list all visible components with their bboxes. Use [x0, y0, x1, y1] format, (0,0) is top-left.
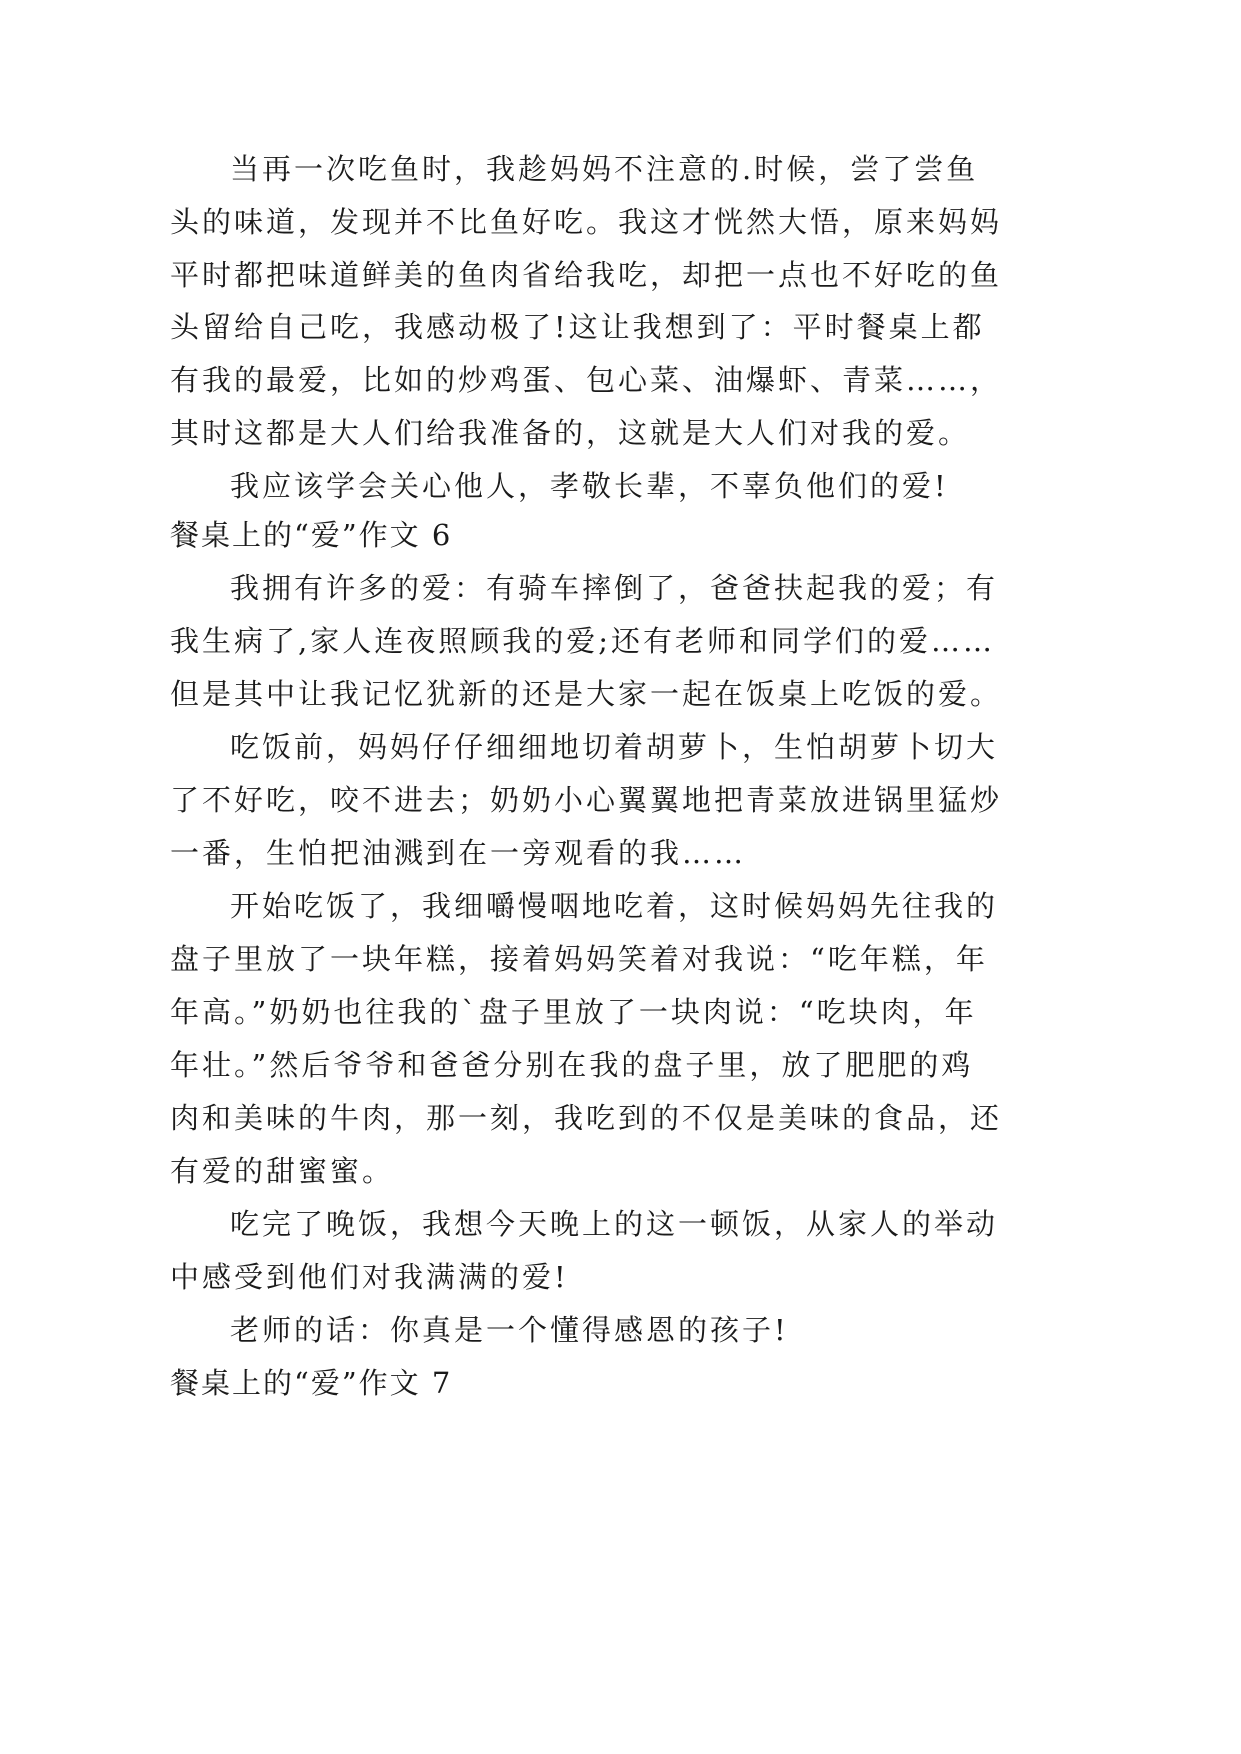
- text-line: 有我的最爱，比如的炒鸡蛋、包心菜、油爆虾、青菜……，: [170, 363, 1003, 397]
- section-heading: 餐桌上的“爱”作文 7: [170, 1366, 453, 1400]
- text-line: 肉和美味的牛肉，那一刻，我吃到的不仅是美味的食品，还: [170, 1101, 1003, 1135]
- text-line: 盘子里放了一块年糕，接着妈妈笑着对我说：“吃年糕，年: [170, 942, 988, 976]
- text-line: 了不好吃，咬不进去；奶奶小心翼翼地把青菜放进锅里猛炒: [170, 783, 1003, 817]
- text-line: 其时这都是大人们给我准备的，这就是大人们对我的爱。: [170, 416, 971, 450]
- section-heading: 餐桌上的“爱”作文 6: [170, 518, 453, 552]
- text-line: 年高。”奶奶也往我的`盘子里放了一块肉说：“吃块肉，年: [170, 995, 977, 1029]
- text-line: 一番，生怕把油溅到在一旁观看的我……: [170, 836, 747, 870]
- text-line: 中感受到他们对我满满的爱!: [170, 1260, 569, 1294]
- text-line: 头的味道，发现并不比鱼好吃。我这才恍然大悟，原来妈妈: [170, 205, 1003, 239]
- text-line: 我拥有许多的爱：有骑车摔倒了，爸爸扶起我的爱；有: [230, 571, 999, 605]
- text-line: 我应该学会关心他人，孝敬长辈，不辜负他们的爱!: [230, 469, 949, 503]
- text-line: 有爱的甜蜜蜜。: [170, 1154, 395, 1188]
- text-line: 当再一次吃鱼时，我趁妈妈不注意的.时候，尝了尝鱼: [230, 152, 979, 186]
- text-line: 老师的话：你真是一个懂得感恩的孩子!: [230, 1313, 789, 1347]
- text-line: 吃饭前，妈妈仔仔细细地切着胡萝卜，生怕胡萝卜切大: [230, 730, 999, 764]
- text-line: 吃完了晚饭，我想今天晚上的这一顿饭，从家人的举动: [230, 1207, 999, 1241]
- text-line: 年壮。”然后爷爷和爸爸分别在我的盘子里，放了肥肥的鸡: [170, 1048, 974, 1082]
- text-line: 头留给自己吃，我感动极了!这让我想到了：平时餐桌上都: [170, 310, 985, 344]
- text-line: 但是其中让我记忆犹新的还是大家一起在饭桌上吃饭的爱。: [170, 677, 1003, 711]
- text-line: 平时都把味道鲜美的鱼肉省给我吃，却把一点也不好吃的鱼: [170, 258, 1003, 292]
- text-line: 我生病了,家人连夜照顾我的爱;还有老师和同学们的爱……: [170, 624, 995, 658]
- text-line: 开始吃饭了，我细嚼慢咽地吃着，这时候妈妈先往我的: [230, 889, 999, 923]
